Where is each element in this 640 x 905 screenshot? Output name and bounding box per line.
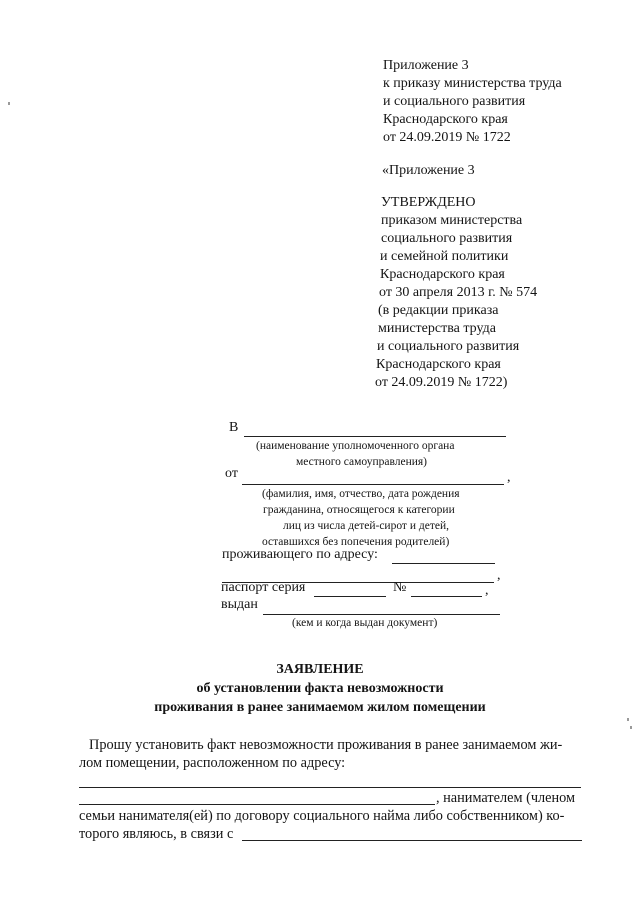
authority-name-field[interactable] — [244, 436, 506, 437]
premises-address-field[interactable] — [79, 787, 581, 788]
field-hint: гражданина, относящегося к категории — [263, 504, 455, 516]
passport-label: паспорт серия — [221, 580, 306, 595]
field-hint: (кем и когда выдан документ) — [292, 617, 438, 629]
passport-number-label: № — [393, 580, 407, 595]
body-line: лом помещении, расположенном по адресу: — [79, 755, 346, 771]
approval-line: Краснодарского края — [376, 357, 501, 372]
field-hint: местного самоуправления) — [296, 456, 428, 468]
statement-subtitle: об установлении факта невозможности — [196, 681, 444, 696]
approval-line: и социального развития — [377, 339, 520, 354]
approval-line: и семейной политики — [380, 249, 509, 264]
address-field[interactable] — [392, 563, 495, 564]
body-line: семьи нанимателя(ей) по договору социального найма либо собственником) ко- — [79, 808, 565, 824]
punctuation: , — [497, 568, 501, 583]
approval-line: (в редакции приказа — [378, 303, 499, 318]
to-prefix: В — [229, 420, 239, 435]
approval-line: министерства труда — [378, 321, 496, 336]
residing-label: проживающего по адресу: — [222, 547, 378, 562]
approval-line: приказом министерства — [381, 213, 523, 228]
statement-subtitle: проживания в ранее занимаемом жилом помещении — [154, 700, 486, 715]
appendix-line: Приложение 3 — [383, 58, 469, 73]
field-hint: (фамилия, имя, отчество, дата рождения — [262, 488, 460, 500]
passport-series-field[interactable] — [314, 596, 386, 597]
approval-stamp-word: УТВЕРЖДЕНО — [381, 195, 476, 210]
approval-line: от 30 апреля 2013 г. № 574 — [379, 285, 538, 300]
approval-line: Краснодарского края — [380, 267, 505, 282]
scan-speck — [8, 102, 10, 105]
applicant-name-field[interactable] — [242, 484, 504, 485]
punctuation: , — [485, 583, 489, 598]
body-line: Прошу установить факт невозможности проживания в ранее занимаемом жи- — [89, 737, 563, 753]
field-hint: лиц из числа детей-сирот и детей, — [283, 520, 449, 532]
issued-label: выдан — [221, 597, 258, 612]
appendix-line: Краснодарского края — [383, 112, 508, 127]
appendix-line: от 24.09.2019 № 1722 — [383, 130, 511, 145]
premises-address-field-continuation[interactable] — [79, 804, 435, 805]
appendix-line: к приказу министерства труда — [383, 76, 562, 91]
body-line: , нанимателем (членом — [436, 790, 576, 806]
statement-title: ЗАЯВЛЕНИЕ — [276, 662, 364, 677]
approval-appendix-ref: «Приложение 3 — [382, 163, 475, 178]
scan-speck — [627, 718, 629, 721]
from-prefix: от — [225, 466, 238, 481]
approval-line: от 24.09.2019 № 1722) — [375, 375, 508, 390]
reason-field[interactable] — [242, 840, 582, 841]
issued-by-field[interactable] — [263, 614, 500, 615]
field-hint: оставшихся без попечения родителей) — [262, 536, 450, 548]
punctuation: , — [507, 470, 511, 485]
scan-speck — [630, 726, 632, 729]
body-line: торого являюсь, в связи с — [79, 826, 234, 842]
field-hint: (наименование уполномоченного органа — [256, 440, 455, 452]
approval-line: социального развития — [381, 231, 513, 246]
passport-number-field[interactable] — [411, 596, 482, 597]
appendix-line: и социального развития — [383, 94, 526, 109]
